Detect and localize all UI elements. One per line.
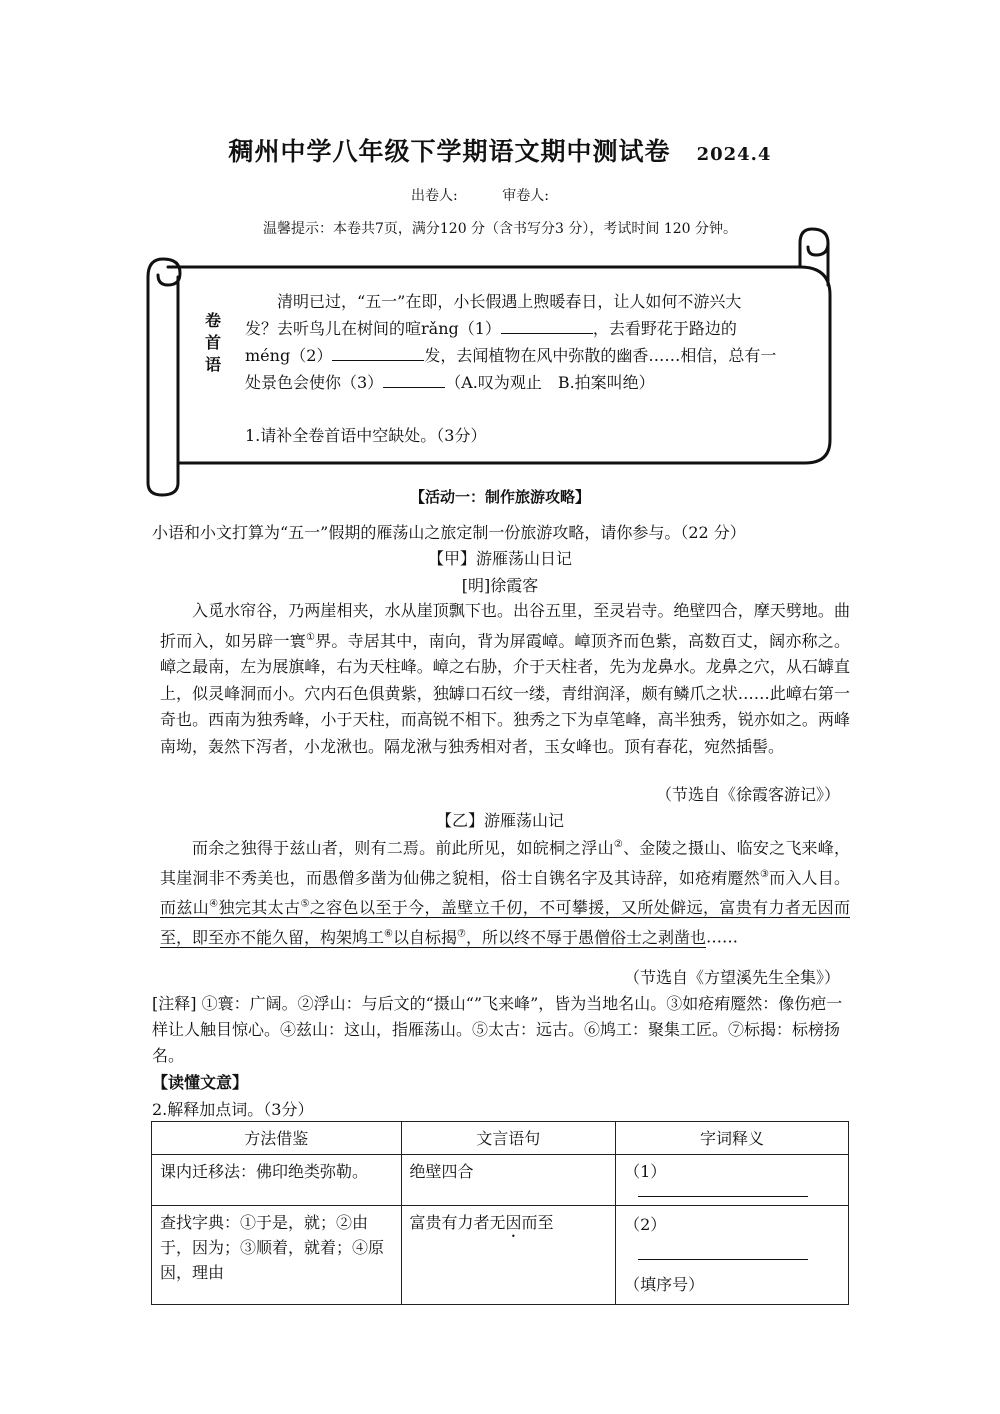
exam-tip: 温馨提示：本卷共7页，满分120 分（含书写分3 分），考试时间 120 分钟。 [262, 221, 738, 237]
header-sentence: 文言语句 [401, 1122, 616, 1155]
activity-title: 【活动一：制作旅游攻略】 [409, 488, 590, 506]
note-ref-1: ① [305, 631, 316, 643]
activity-intro: 小语和小文打算为“五一”假期的雁荡山之旅定制一份旅游攻略，请你参与。（22 分） [152, 523, 746, 542]
exam-title: 稠州中学八年级下学期语文期中测试卷 [228, 137, 671, 166]
row2-answer[interactable]: （2） （填序号） [616, 1206, 849, 1305]
annotation-notes: [注释] ①寰：广阔。②浮山：与后文的“摄山“”飞来峰”，皆为当地名山。③如疮痏蹷然：像伤疤一样让人触目惊心。④兹山：这山，指雁荡山。⑤太古：远古。⑥鸠工：聚集工匠。⑦标揭：标榜扬名。 [152, 994, 843, 1065]
row1-method: 课内迁移法：佛印绝类弥勒。 [152, 1155, 402, 1206]
question-2: 2.解释加点词。（3分） [152, 1100, 314, 1119]
passage-b-text: 而余之独得于兹山者，则有二焉。前此所见，如皖桐之浮山②、金陵之摄山、临安之飞来峰，其崖洞非不秀美也，而愚僧多凿为仙佛之貌相，俗士自镌名字及其诗辞，如疮痏蹷然③而入人目。而兹山④独完其太古⑤之容色以至于今，盖壁立千仞，不可攀援，又所处僻远，富贵有力者无因而至，即至亦不能久留，构架鸠工⑥以自标揭⑦，所以终不辱于愚僧俗士之剥凿也…… [160, 838, 851, 947]
vocab-table [151, 1121, 849, 1305]
passage-a-text: 入觅水帘谷，乃两崖相夹，水从崖顶飘下也。出谷五里，至灵岩寺。绝壁四合，摩天劈地。曲折而入，如另辟一寰①界。寺居其中，南向，背为屏霞嶂。嶂顶齐而色紫，高数百丈，阔亦称之。嶂之最南，左为展旗峰，右为天柱峰。嶂之右胁，介于天柱者，先为龙鼻水。龙鼻之穴，从石罅直上，似灵峰洞而小。穴内石色俱黄紫，独罅口石纹一缕，青绀润泽，颇有鳞爪之状……此嶂右第一奇也。西南为独秀峰，小于天柱，而高锐不相下。独秀之下为卓笔峰，高半独秀，锐亦如之。两峰南坳，轰然下泻者，小龙湫也。隔龙湫与独秀相对者，玉女峰也。顶有春花，宛然插髻。 [160, 601, 850, 756]
header-method: 方法借鉴 [152, 1122, 402, 1155]
exam-meta [0, 185, 1000, 205]
page-title [0, 132, 1000, 168]
row1-answer[interactable]: （1） [616, 1155, 849, 1206]
blank-2[interactable] [332, 344, 424, 361]
question-1: 1.请补全卷首语中空缺处。（3分） [245, 426, 487, 445]
preface-line-4: 处景色会使你（3） （A.叹为观止 B.拍案叫绝） [245, 373, 655, 392]
passage-a-author: [明]徐霞客 [461, 576, 539, 595]
section-title: 【读懂文意】 [152, 1073, 249, 1092]
row2-method: 查找字典：①于是，就；②由于，因为；③顺着，就着；④原因，理由 [152, 1206, 402, 1305]
preface-line-1: 清明已过，“五一”在即，小长假遇上煦暖春日，让人如何不游兴大 [277, 292, 742, 311]
passage-a-title: 【甲】游雁荡山日记 [427, 549, 572, 568]
underlined-sentence: 而兹山④独完其太古⑤之容色以至于今，盖壁立千仞，不可攀援，又所处僻远，富贵有力者无因而至，即至亦不能久留，构架鸠工⑥以自标揭⑦，所以终不辱于愚僧俗士之剥凿也 [160, 897, 851, 947]
blank-3[interactable] [383, 371, 445, 388]
exam-date: 2024.4 [696, 144, 772, 165]
passage-b-source: （节选自《方望溪先生全集》） [623, 968, 840, 987]
preface-line-2: 发？去听鸟儿在树间的喧rǎng（1） ，去看野花于路边的 [245, 319, 737, 338]
preface-label: 卷首语 [204, 311, 221, 374]
row2-sentence: 富贵有力者无因而至 [401, 1206, 616, 1305]
row1-sentence: 绝壁四合 [401, 1155, 616, 1206]
blank-1[interactable] [501, 317, 593, 334]
header-meaning: 字词释义 [616, 1122, 849, 1155]
passage-a-source: （节选自《徐霞客游记》） [655, 785, 840, 804]
preface-text [245, 288, 815, 396]
preface-line-3: méng（2） 发，去闻植物在风中弥散的幽香……相信，总有一 [245, 346, 777, 365]
answer-blank-2[interactable] [638, 1245, 808, 1260]
answer-blank-1[interactable] [638, 1182, 808, 1197]
reviewer-label: 审卷人: [502, 188, 549, 204]
passage-b-title: 【乙】游雁荡山记 [435, 811, 564, 830]
setter-label: 出卷人: [411, 188, 458, 204]
fill-hint: （填序号） [624, 1275, 705, 1294]
